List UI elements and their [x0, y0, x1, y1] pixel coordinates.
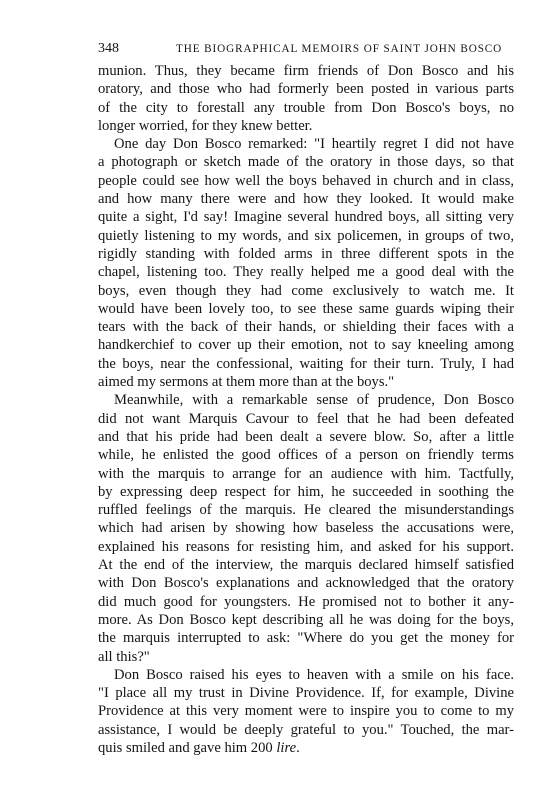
text-line: a photograph or sketch made of the oratory in those days, so that [98, 154, 514, 171]
text-line: aimed my sermons at them more than at the boys." [98, 374, 395, 391]
text-line: quite a sight, I'd say! Imagine several hundred boys, all sitting very [98, 209, 514, 226]
currency-word: lire [276, 739, 297, 756]
text-line: while, he enlisted the good offices of a person on friendly terms [98, 447, 514, 464]
text-line: ruffled feelings of the marquis. He cleared the misunderstandings [98, 502, 514, 519]
text-line: chapel, listening too. They really helped me a good deal with the [98, 264, 514, 281]
paragraph [98, 135, 514, 391]
running-head: THE BIOGRAPHICAL MEMOIRS OF SAINT JOHN BOSCO [176, 43, 503, 55]
text-line: did not want Marquis Cavour to feel that he had been defeated [98, 410, 514, 427]
text-line: One day Don Bosco remarked: "I heartily regret I did not have [114, 136, 514, 153]
text-line: At the end of the interview, the marquis declared himself satisfied [98, 557, 514, 574]
text-line: did much good for youngsters. He promised not to bother it any- [98, 593, 514, 610]
text-line: the marquis interrupted to ask: "Where do you get the money for [98, 630, 514, 647]
text-line: assistance, I would be deeply grateful to you." Touched, the mar- [98, 721, 514, 738]
text-line: "I place all my trust in Divine Providence. If, for example, Divine [98, 685, 514, 702]
text-line: more. As Don Bosco kept describing all he was doing for the boys, [98, 611, 514, 628]
text-line: which had arisen by showing how baseless the accusations were, [98, 520, 514, 537]
page-number: 348 [98, 41, 119, 56]
text-line: handkerchief to cover up their emotion, not to say kneeling among [98, 337, 514, 354]
text-line: explained his reasons for resisting him, and asked for his support. [98, 538, 514, 555]
paragraph [98, 666, 514, 757]
text-line-final [98, 739, 514, 757]
text-line: munion. Thus, they became firm friends of Don Bosco and his [98, 63, 514, 79]
text-line: Meanwhile, with a remarkable sense of prudence, Don Bosco [114, 392, 514, 409]
text-line: longer worried, for they knew better. [98, 117, 313, 134]
text-line: all this?" [98, 648, 150, 665]
text-line: people could see how well the boys behaved in church and in class, [98, 172, 514, 189]
final-line-text: quis smiled and gave him 200 [98, 739, 277, 756]
text-line: would have been lovely too, to see these same guards wiping their [98, 300, 514, 317]
text-line: of the city to forestall any trouble from Don Bosco's boys, no [98, 99, 514, 116]
text-line: by expressing deep respect for him, he succeeded in soothing the [98, 483, 514, 500]
text-line: boys, even though they had come exclusively to watch me. It [98, 282, 514, 299]
text-line: quietly listening to my words, and six policemen, in groups of two, [98, 227, 514, 244]
paragraph [98, 62, 514, 135]
page-header [98, 40, 522, 58]
text-line: oratory, and those who had formerly been posted in various parts [98, 81, 514, 98]
text-line: with the marquis to arrange for an audience with him. Tactfully, [98, 465, 514, 482]
text-line: tears with the back of their hands, or shielding their faces with a [98, 319, 514, 336]
text-line: and how many there were and how they looked. It would make [98, 191, 514, 208]
text-line: Providence at this very moment were to inspire you to come to my [98, 703, 514, 720]
text-line: and that his pride had been dealt a severe blow. So, after a little [98, 428, 514, 445]
text-line: Don Bosco raised his eyes to heaven with a smile on his face. [114, 666, 514, 683]
body-text [98, 62, 514, 757]
text-line: the boys, near the confessional, waiting for their turn. Truly, I had [98, 355, 514, 372]
text-line: with Don Bosco's explanations and acknowledged that the oratory [98, 575, 514, 592]
paragraph [98, 391, 514, 665]
final-line-period: . [296, 739, 300, 756]
text-line: rigidly standing with folded arms in three different spots in the [98, 245, 514, 262]
